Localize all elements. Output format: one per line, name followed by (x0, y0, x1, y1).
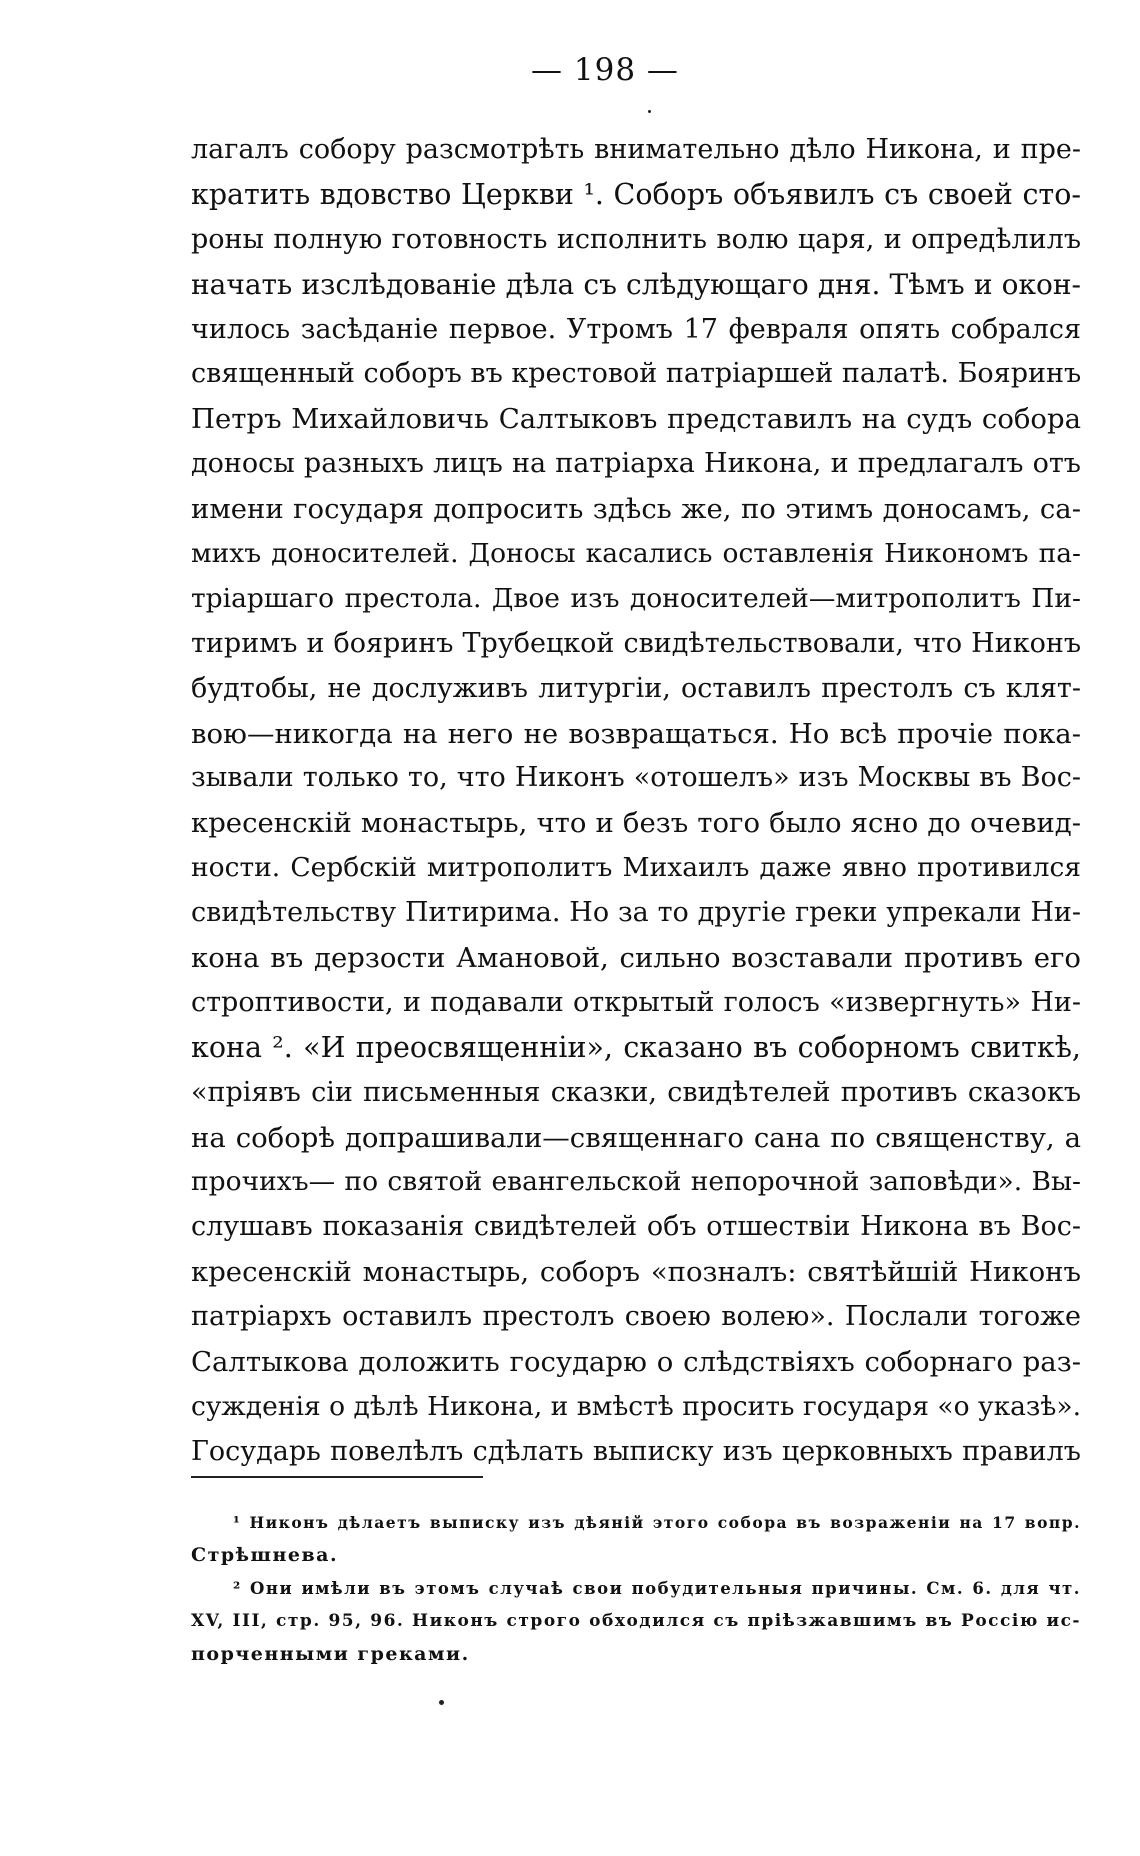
text-line: зывали только то, что Никонъ «отошелъ» изъ Москвы въ Вос- (191, 762, 1081, 794)
text-line: строптивости, и подавали открытый голосъ «извергнуть» Ни- (191, 986, 1081, 1018)
ink-speck (648, 110, 651, 113)
footnote-1 (191, 1506, 1081, 1572)
text-line: кресенскій монастырь, соборъ «позналъ: святѣйшій Никонъ (191, 1256, 1081, 1289)
text-line: слушавъ показанія свидѣтелей объ отшествіи Никона въ Вос- (191, 1211, 1081, 1243)
text-line: доносы разныхъ лицъ на патріарха Никона, и предлагалъ отъ (191, 448, 1081, 480)
text-line: тиримъ и бояринъ Трубецкой свидѣтельствовали, что Никонъ (191, 627, 1081, 659)
footnote-line: порченными греками. (191, 1643, 470, 1665)
text-line: на соборѣ допрашивали—священнаго сана по священству, а (191, 1121, 1081, 1154)
text-line: Петръ Михайловичь Салтыковъ представилъ на судъ собора (191, 403, 1081, 436)
text-line: роны полную готовность исполнить волю царя, и опредѣлилъ (191, 223, 1081, 255)
text-line: начать изслѣдованіе дѣла съ слѣдующаго дня. Тѣмъ и окон- (191, 267, 1081, 301)
text-line: тріаршаго престола. Двое изъ доносителей—митрополитъ Пи- (191, 582, 1081, 614)
text-line: ности. Сербскій митрополитъ Михаилъ даже явно противился (191, 852, 1081, 884)
footnotes (191, 1506, 1081, 1671)
text-line: чилось засѣданіе первое. Утромъ 17 февраля опять собрался (191, 313, 1081, 345)
text-line: лагалъ собору разсмотрѣть внимательно дѣло Никона, и пре- (191, 134, 1081, 165)
text-line: Государь повелѣлъ сдѣлать выписку изъ церковныхъ правилъ (191, 1435, 1081, 1467)
text-line: прочихъ— по святой евангельской непорочной заповѣди». Вы- (191, 1166, 1081, 1198)
text-line: михъ доносителей. Доносы касались оставленія Никономъ па- (191, 538, 1081, 570)
ink-speck (439, 1700, 444, 1705)
text-line: кресенскій монастырь, что и безъ того было ясно до очевид- (191, 807, 1081, 840)
text-line: кона ². «И преосвященніи», сказано въ соборномъ свиткѣ, (191, 1030, 1081, 1064)
text-line: кратить вдовство Церкви ¹. Соборъ объявилъ съ своей сто- (191, 177, 1081, 211)
text-line: патріархъ оставилъ престолъ своею волею». Послали тогоже (191, 1301, 1081, 1333)
text-line: будтобы, не дослуживъ литургіи, оставилъ престолъ съ клят- (191, 672, 1081, 704)
footnote-line: ² Они имѣли въ этомъ случаѣ свои побудительныя причины. См. 6. для чт. (233, 1579, 1081, 1598)
text-line: священный соборъ въ крестовой патріаршей палатѣ. Бояринъ (191, 358, 1082, 390)
text-line: «пріявъ сіи письменныя сказки, свидѣтелей противъ сказокъ (191, 1076, 1081, 1108)
footnote-line: ¹ Никонъ дѣлаетъ выписку изъ дѣяній этого собора въ возраженіи на 17 вопр. (233, 1513, 1081, 1532)
footnote-2 (191, 1572, 1081, 1671)
text-line: Салтыкова доложить государю о слѣдствіяхъ соборнаго раз- (191, 1346, 1081, 1379)
text-line: вою—никогда на него не возвращаться. Но всѣ прочіе пока- (191, 717, 1081, 750)
text-line: свидѣтельству Питирима. Но за то другіе греки упрекали Ни- (191, 897, 1081, 929)
footnote-line: Стрѣшнева. (191, 1544, 339, 1566)
footnote-separator (191, 1476, 483, 1478)
text-line: сужденія о дѣлѣ Никона, и вмѣстѣ просить государя «о указѣ». (191, 1390, 1081, 1422)
text-line: кона въ дерзости Амановой, сильно возставали противъ его (191, 942, 1081, 975)
footnote-line: XV, III, стр. 95, 96. Никонъ строго обходился съ пріѣзжавшимъ въ Россію ис- (191, 1611, 1081, 1631)
page-number: — 198 — (531, 52, 679, 88)
main-text (191, 128, 1081, 1475)
text-line: имени государя допросить здѣсь же, по этимъ доносамъ, са- (191, 493, 1081, 526)
